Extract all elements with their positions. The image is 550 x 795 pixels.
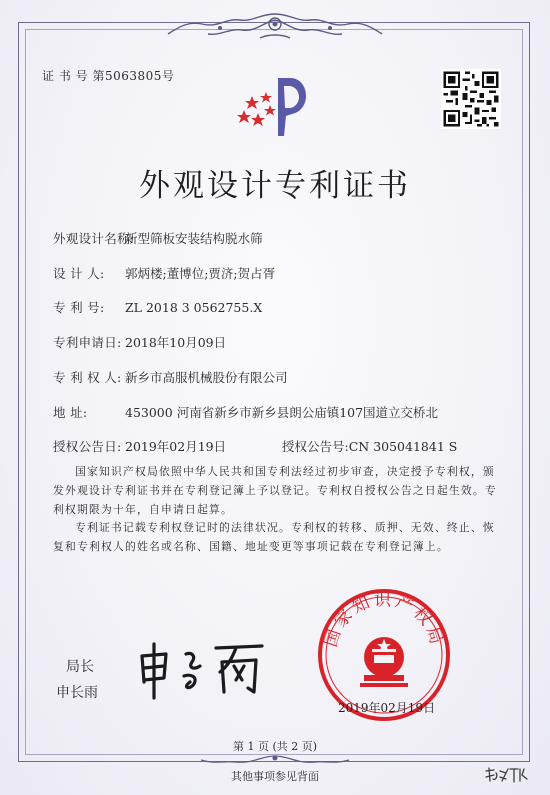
field-value: 453000 河南省新乡市新乡县朗公庙镇107国道立交桥北 bbox=[125, 405, 439, 420]
patent-office-logo-icon bbox=[232, 70, 318, 140]
seal-text: 国家知识产权局 bbox=[321, 590, 447, 650]
qr-code-icon bbox=[441, 69, 501, 129]
field-patentee bbox=[53, 368, 288, 386]
director-signature-icon bbox=[132, 636, 272, 702]
page-title: 外观设计专利证书 bbox=[139, 168, 411, 204]
field-label: 外观设计名称: bbox=[53, 231, 135, 246]
field-design-name bbox=[53, 229, 263, 247]
field-application-date bbox=[53, 333, 226, 351]
field-designer bbox=[53, 264, 275, 282]
field-value: 郭炳楼;董博位;贾济;贺占胥 bbox=[125, 266, 276, 281]
field-label: 授权公告号: bbox=[282, 439, 349, 454]
handwritten-mark-icon bbox=[484, 765, 528, 785]
field-label: 专 利 权 人: bbox=[53, 370, 122, 385]
seal-date: 2019年02月19日 bbox=[338, 701, 436, 715]
director-name: 申长雨 bbox=[56, 685, 98, 701]
field-value: CN 305041841 S bbox=[348, 439, 458, 454]
field-patent-number bbox=[53, 298, 262, 316]
field-publication-number bbox=[282, 437, 457, 455]
top-ornament bbox=[160, 8, 390, 48]
page-number: 第 1 页 (共 2 页) bbox=[232, 740, 318, 753]
field-address bbox=[53, 403, 438, 421]
paragraph-legal-status: 专利证书记载专利权登记时的法律状况。专利权的转移、质押、无效、终止、恢复和专利权人的姓名或名称、国籍、地址变更等事项记载在专利登记簿上。 bbox=[53, 521, 495, 553]
field-value: 新型筛板安装结构脱水筛 bbox=[125, 231, 263, 246]
footer-note: 其他事项参见背面 bbox=[231, 770, 319, 783]
field-publication-date bbox=[53, 437, 226, 455]
field-label: 授权公告日: bbox=[53, 439, 122, 454]
field-label: 专利申请日: bbox=[53, 335, 122, 350]
field-value: 新乡市高服机械股份有限公司 bbox=[125, 370, 288, 385]
paragraph-grant-statement: 国家知识产权局依照中华人民共和国专利法经过初步审查，决定授予专利权，颁发外观设计专利证书并在专利登记簿上予以登记。专利权自授权公告之日起生效。专利权期限为十年，自申请日起算。 bbox=[53, 465, 497, 516]
field-value: ZL 2018 3 0562755.X bbox=[125, 300, 263, 315]
director-title: 局长 bbox=[66, 659, 94, 675]
field-label: 地 址: bbox=[53, 405, 88, 420]
field-label: 设 计 人: bbox=[53, 266, 105, 281]
field-value: 2018年10月09日 bbox=[125, 335, 227, 350]
bottom-ornament bbox=[195, 752, 355, 768]
field-value: 2019年02月19日 bbox=[125, 439, 227, 454]
certificate-number: 证 书 号 第5063805号 bbox=[42, 69, 175, 83]
field-label: 专 利 号: bbox=[53, 300, 105, 315]
